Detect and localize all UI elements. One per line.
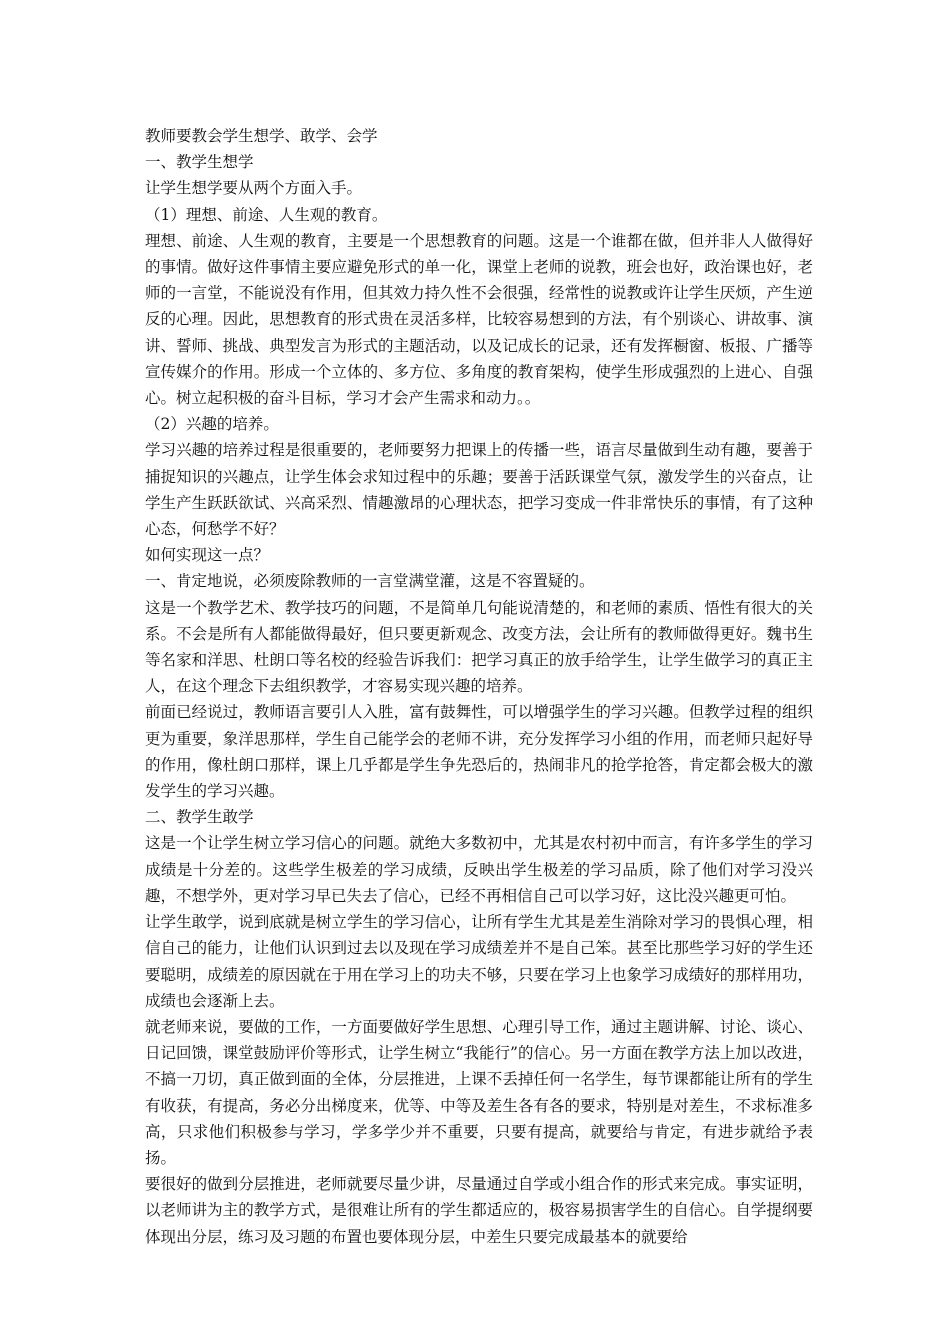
- section-heading-2: 二、教学生敢学: [145, 808, 254, 827]
- paragraph-point-one: 一、肯定地说，必须废除教师的一言堂满堂灌，这是不容置疑的。: [145, 572, 595, 591]
- paragraph-layered: 要很好的做到分层推进，老师就要尽量少讲，尽量通过自学或小组合作的形式来完成。事实证明，以老师讲为主的教学方式，是很难让所有的学生都适应的，极容易损害学生的自信心。自学提纲要体现出分层，练习及习题的布置也要体现分层，中差生只要完成最基本的就要给: [145, 1175, 813, 1246]
- paragraph-organization: 前面已经说过，教师语言要引人入胜，富有鼓舞性，可以增强学生的学习兴趣。但教学过程的组织更为重要，象洋思那样，学生自己能学会的老师不讲，充分发挥学习小组的作用，而老师只起好导的作用，像杜朗口那样，课上几乎都是学生争先恐后的，热闹非凡的抢学抢答，肯定都会极大的激发学生的学习兴趣。: [145, 703, 813, 801]
- paragraph-ideals: 理想、前途、人生观的教育，主要是一个思想教育的问题。这是一个谁都在做，但并非人人做得好的事情。做好这件事情主要应避免形式的单一化，课堂上老师的说教，班会也好，政治课也好，老师的一言堂，不能说没有作用，但其效力持久性不会很强，经常性的说教或许让学生厌烦，产生逆反的心理。因此，思想教育的形式贵在灵活多样，比较容易想到的方法，有个别谈心、讲故事、演讲、誓师、挑战、典型发言为形式的主题活动，以及记成长的记录，还有发挥橱窗、板报、广播等宣传媒介的作用。形成一个立体的、多方位、多角度的教育架构，使学生形成强烈的上进心、自强心。树立起积极的奋斗目标，学习才会产生需求和动力。。: [145, 231, 813, 408]
- paragraph-dare-to-learn: 让学生敢学，说到底就是树立学生的学习信心，让所有学生尤其是差生消除对学习的畏惧心理，相信自己的能力，让他们认识到过去以及现在学习成绩差并不是自己笨。甚至比那些学习好的学生还要聪明，成绩差的原因就在于用在学习上的功夫不够，只要在学习上也象学习成绩好的那样用功，成绩也会逐渐上去。: [145, 913, 813, 1010]
- subheading-ideals: （1）理想、前途、人生观的教育。: [145, 205, 388, 224]
- paragraph-interest: 学习兴趣的培养过程是很重要的，老师要努力把课上的传播一些，语言尽量做到生动有趣，要善于捕捉知识的兴趣点，让学生体会求知过程中的乐趣；要善于活跃课堂气氛，激发学生的兴奋点，让学生产生跃跃欲试、兴高采烈、情趣激昂的心理状态，把学习变成一件非常快乐的事情，有了这种心态，何愁学不好？: [145, 441, 813, 539]
- document-page: [145, 123, 813, 1250]
- section-heading-1: 一、教学生想学: [145, 153, 254, 172]
- document-title: 教师要教会学生想学、敢学、会学: [145, 127, 378, 145]
- paragraph-intro: 让学生想学要从两个方面入手。: [145, 179, 363, 198]
- paragraph-teaching-art: 这是一个教学艺术、教学技巧的问题，不是简单几句能说清楚的，和老师的素质、悟性有很大的关系。不会是所有人都能做得最好，但只要更新观念、改变方法，会让所有的教师做得更好。魏书生等名家和洋思、杜朗口等名校的经验告诉我们：把学习真正的放手给学生，让学生做学习的真正主人，在这个理念下去组织教学，才容易实现兴趣的培养。: [145, 598, 813, 696]
- subheading-interest: （2）兴趣的培养。: [145, 415, 279, 434]
- paragraph-how: 如何实现这一点？: [145, 546, 270, 565]
- paragraph-confidence: 这是一个让学生树立学习信心的问题。就绝大多数初中，尤其是农村初中而言，有许多学生的学习成绩是十分差的。这些学生极差的学习成绩，反映出学生极差的学习品质，除了他们对学习没兴趣，不想学外，更对学习早已失去了信心，已经不再相信自己可以学习好，这比没兴趣更可怕。: [145, 834, 813, 905]
- paragraph-teacher-work: 就老师来说，要做的工作，一方面要做好学生思想、心理引导工作，通过主题讲解、讨论、谈心、日记回馈，课堂鼓励评价等形式，让学生树立“我能行”的信心。另一方面在教学方法上加以改进，不搞一刀切，真正做到面的全体，分层推进，上课不丢掉任何一名学生，每节课都能让所有的学生有收获，有提高，务必分出梯度来，优等、中等及差生各有各的要求，特别是对差生，不求标准多高，只求他们积极参与学习，学多学少并不重要，只要有提高，就要给与肯定，有进步就给予表扬。: [145, 1017, 813, 1167]
